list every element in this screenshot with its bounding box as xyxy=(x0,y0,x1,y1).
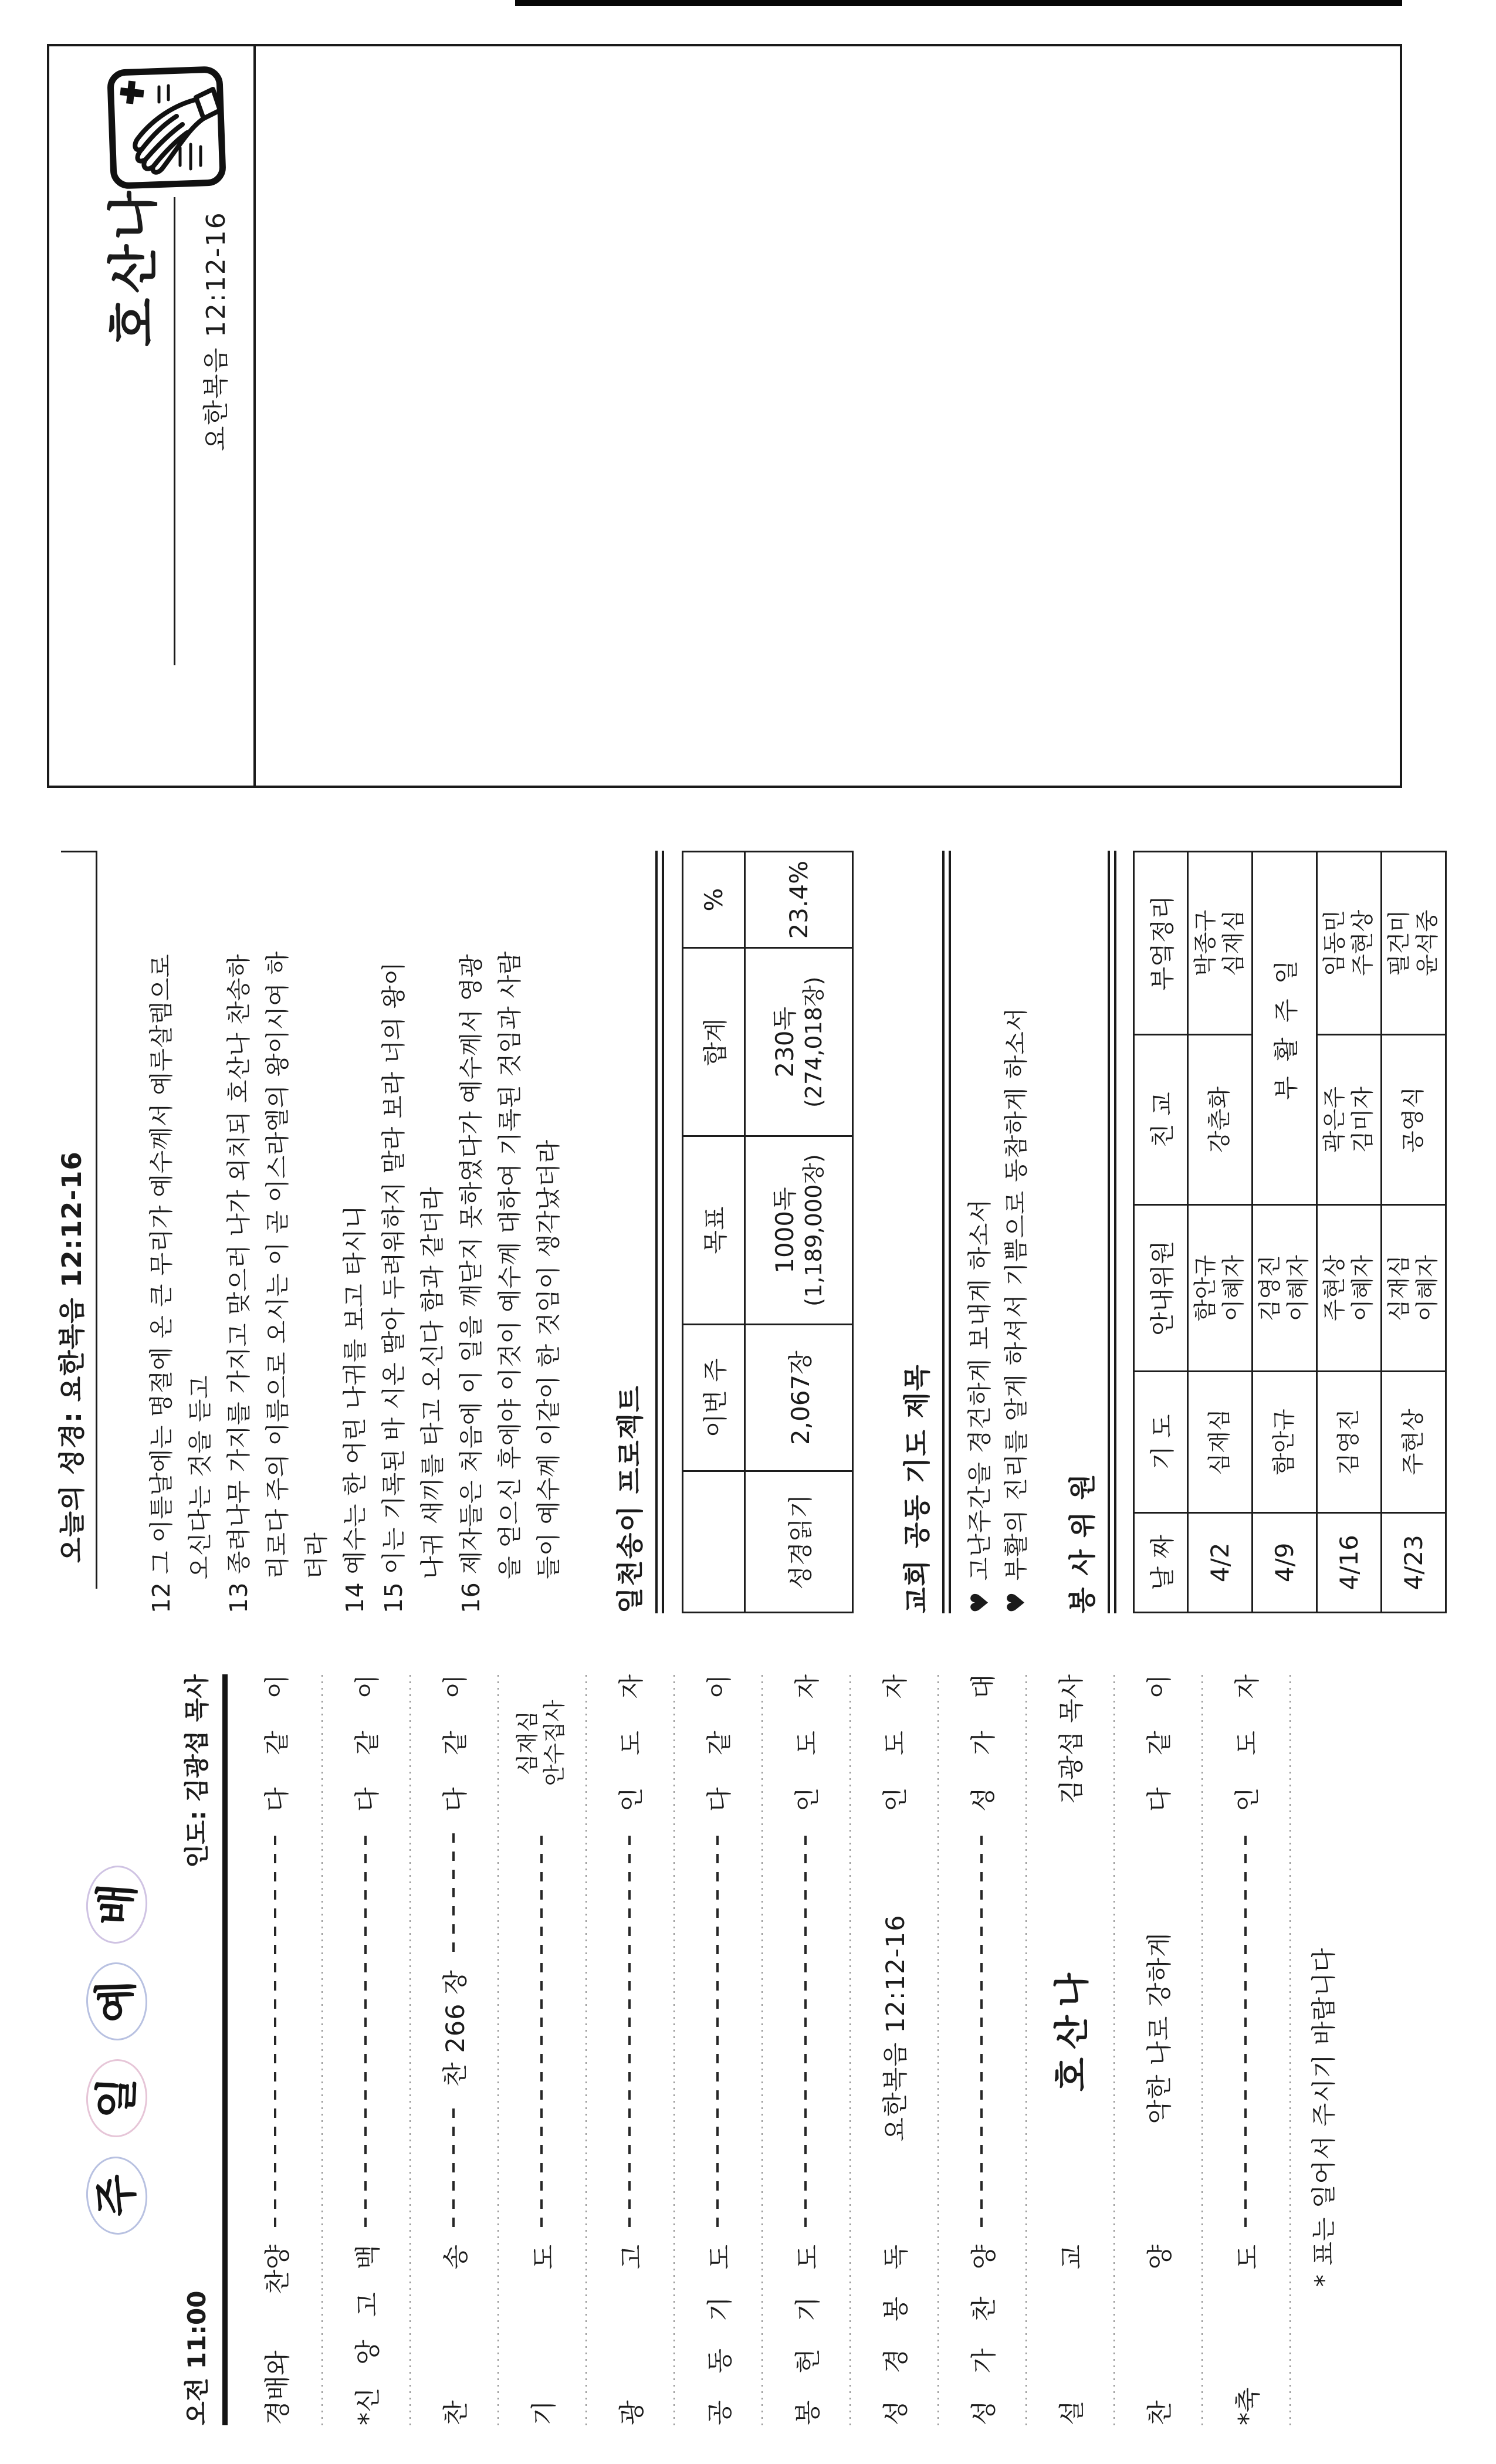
header-rule xyxy=(96,851,97,1589)
verse-line: 더라 xyxy=(302,1532,330,1579)
order-item: 기 도 심재심 안수집사 xyxy=(497,1674,585,2425)
dash-leader xyxy=(452,1829,455,1952)
scripture-page xyxy=(23,851,1441,1613)
prayer-person-cell: 주현상 xyxy=(1382,1372,1446,1513)
scan-edge-artifact xyxy=(515,0,1402,6)
standing-footnote: * 표는 일어서 주시기 바랍니다 xyxy=(1309,1947,1338,2287)
date-cell: 4/9 xyxy=(1253,1512,1317,1612)
volunteer-row xyxy=(1188,852,1253,1613)
order-item: 찬 양 악한 나로 강하게 다 같 이 xyxy=(1113,1674,1201,2425)
volunteers-table xyxy=(1133,851,1447,1613)
praying-hands-icon xyxy=(105,64,229,190)
dash-leader xyxy=(540,1829,543,2227)
cover-page xyxy=(47,44,1402,788)
table-data-row xyxy=(745,852,853,1613)
guide-cell: 심재심 이혜자 xyxy=(1382,1205,1446,1372)
kitchen-cell: 임동민 주현상 xyxy=(1317,852,1382,1035)
project-heading: 일천송이 프로젝트 xyxy=(614,1385,646,1613)
verse-line: 14 예수는 한 어린 나귀를 보고 타시니 xyxy=(341,1205,369,1613)
order-item: 성 경 봉 독 요한복음 12:12-16 인 도 자 xyxy=(849,1674,937,2425)
order-item: 봉 헌 기 도 인 도 자 xyxy=(761,1674,849,2425)
dash-leader xyxy=(804,1829,807,2227)
fellowship-cell: 강춘화 xyxy=(1188,1034,1253,1205)
prayer-heading: 교회 공동 기도 제목 xyxy=(901,1363,933,1613)
prayer-person-cell: 김영진 xyxy=(1317,1372,1382,1513)
kitchen-cell: 필건미 윤석중 xyxy=(1382,852,1446,1035)
verse-line: 리로다 주의 이름으로 오시는 이 곧 이스라엘의 왕이시여 하 xyxy=(263,951,292,1579)
header-cell: 기 도 xyxy=(1134,1372,1188,1513)
header-cell: 이번 주 xyxy=(683,1324,745,1471)
total-cell: 230독 (274,018장) xyxy=(745,948,853,1136)
fellowship-cell: 곽은주 김미자 xyxy=(1317,1034,1382,1205)
cover-title-underline xyxy=(174,197,175,665)
dash-leader xyxy=(628,1829,631,2227)
verse-line: 12 그 이튿날에는 명절에 온 큰 무리가 예수께서 예루살렘으로 xyxy=(147,954,175,1613)
order-item: 광 고 인 도 자 xyxy=(585,1674,673,2425)
header-cell xyxy=(683,1471,745,1613)
logo-char: 예 xyxy=(85,1961,149,2042)
verse-line: 오신다는 것을 듣고 xyxy=(186,1375,214,1579)
scripture-verses xyxy=(142,851,568,1613)
date-cell: 4/16 xyxy=(1317,1512,1382,1612)
dash-leader xyxy=(274,1829,276,2227)
service-time: 오전 11:00 xyxy=(182,2290,211,2425)
order-item: 성 가 찬 양 성 가 대 xyxy=(937,1674,1025,2425)
easter-sunday-merged-cell: 부 활 주 일 xyxy=(1253,852,1317,1205)
order-item: 공 동 기 도 다 같 이 xyxy=(673,1674,761,2425)
list-end-separator xyxy=(1289,1674,1291,2425)
cover-divider-rule xyxy=(253,46,256,786)
heart-icon: ♥ xyxy=(966,1591,994,1613)
cover-scripture-ref: 요한복음 12:12-16 xyxy=(201,211,231,451)
row-label-cell: 성경읽기 xyxy=(745,1471,853,1613)
verse-line: 15 이는 기록된 바 시온 딸아 두려워하지 말라 보라 너의 왕이 xyxy=(380,962,408,1613)
double-rule xyxy=(1108,851,1116,1613)
prayer-person-cell: 함안규 xyxy=(1253,1372,1317,1513)
cover-title: 호산나 xyxy=(104,186,163,347)
double-rule xyxy=(942,851,951,1613)
order-of-worship-list xyxy=(229,1674,1291,2425)
guide-cell: 주현상 이혜자 xyxy=(1317,1205,1382,1372)
dash-leader xyxy=(364,1829,367,2227)
header-cell: 부엌정리 xyxy=(1134,852,1188,1035)
dash-leader xyxy=(716,1829,719,2227)
verse-line: 을 얻으신 후에야 이것이 예수께 대하여 기록된 것임과 사람 xyxy=(496,951,524,1579)
header-cell: 친 교 xyxy=(1134,1034,1188,1205)
order-item: 경배와 찬양 다 같 이 xyxy=(262,1674,293,2425)
this-week-cell: 2,067장 xyxy=(745,1324,853,1471)
order-item-sermon: 설 교 호산나 김광섭 목사 xyxy=(1025,1674,1113,2425)
guide-cell: 함안규 이혜자 xyxy=(1188,1205,1253,1372)
title-rule xyxy=(222,1674,228,2425)
date-cell: 4/2 xyxy=(1188,1512,1253,1612)
sermon-title: 호산나 xyxy=(1052,1965,1093,2091)
header-cell: 안내위원 xyxy=(1134,1205,1188,1372)
header-cell: 합계 xyxy=(683,948,745,1136)
prayer-item: ♥고난주간을 경건하게 보내게 하소서 xyxy=(966,1199,994,1613)
logo-char: 일 xyxy=(84,2057,150,2139)
sunday-worship-logo xyxy=(85,1674,147,2425)
percent-cell: 23.4% xyxy=(745,852,853,948)
date-cell: 4/23 xyxy=(1382,1512,1446,1612)
service-leader: 인도: 김광섭 목사 xyxy=(182,1674,211,1869)
logo-char: 주 xyxy=(83,2154,150,2236)
logo-char: 배 xyxy=(83,1863,150,1945)
dash-leader xyxy=(980,1829,983,2227)
kitchen-cell: 박종구 심재심 xyxy=(1188,852,1253,1035)
order-item: *축 도 인 도 자 xyxy=(1201,1674,1289,2425)
guide-cell: 김영진 이혜자 xyxy=(1253,1205,1317,1372)
todays-scripture-header: 오늘의 성경: 요한복음 12:12-16 xyxy=(56,1151,87,1563)
volunteers-heading: 봉 사 위 원 xyxy=(1067,1473,1098,1613)
order-item: 찬 송 찬 266 장 다 같 이 xyxy=(409,1674,497,2425)
service-time-row xyxy=(178,1674,213,2425)
volunteer-row xyxy=(1253,852,1317,1613)
volunteer-row xyxy=(1382,852,1446,1613)
table-header-row xyxy=(1134,852,1188,1613)
header-cell: % xyxy=(683,852,745,948)
goal-cell: 1000독 (1,189,000장) xyxy=(745,1136,853,1325)
heart-icon: ♥ xyxy=(1002,1591,1030,1613)
dash-leader xyxy=(452,2104,455,2227)
double-rule xyxy=(655,851,664,1613)
volunteer-row xyxy=(1317,852,1382,1613)
header-cell: 날 짜 xyxy=(1134,1512,1188,1612)
order-item: *신 앙 고 백 다 같 이 xyxy=(321,1674,409,2425)
worship-order-page xyxy=(85,1674,1493,2425)
dash-leader xyxy=(1244,1829,1247,2227)
verse-line: 나귀 새끼를 타고 오신다 함과 같더라 xyxy=(418,1186,446,1579)
prayer-person-cell: 심재심 xyxy=(1188,1372,1253,1513)
bible-reading-project-table xyxy=(682,851,854,1613)
header-cell: 목표 xyxy=(683,1136,745,1325)
verse-line: 13 종려나무 가지를 가지고 맞으러 나가 외치되 호산나 찬송하 xyxy=(225,954,253,1613)
verse-line: 들이 예수께 이같이 한 것임이 생각났더라 xyxy=(534,1139,563,1579)
verse-line: 16 제자들은 처음에 이 일을 깨닫지 못하였다가 예수께서 영광 xyxy=(457,954,485,1613)
fellowship-cell: 공영식 xyxy=(1382,1034,1446,1205)
prayer-item: ♥부활의 진리를 알게 하셔서 기쁨으로 동참하게 하소서 xyxy=(1002,1007,1030,1613)
table-header-row xyxy=(683,852,745,1613)
